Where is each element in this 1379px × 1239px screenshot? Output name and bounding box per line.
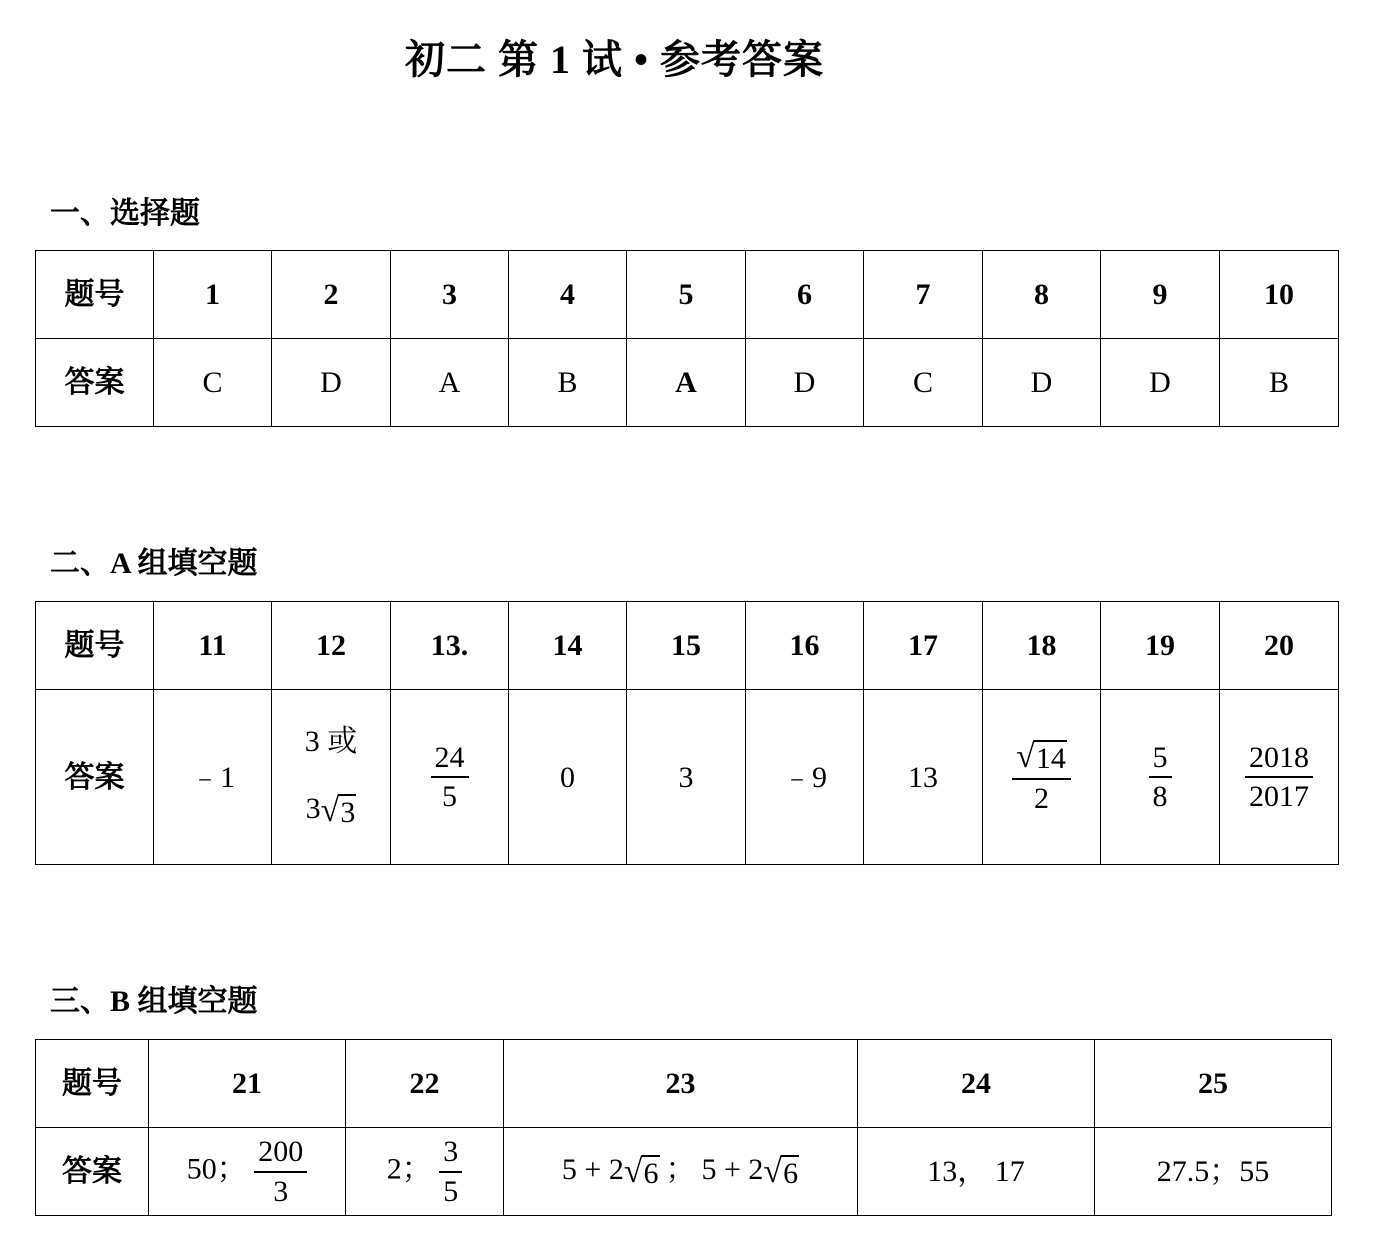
fill-b-answer-table xyxy=(35,1039,1332,1216)
answer-text: 3 或 xyxy=(304,725,358,759)
answer-cell: 50； $\frac{200}{3}$ xyxy=(149,1128,346,1216)
answer-cell: 13， 17 xyxy=(858,1128,1095,1216)
answer-cell: D xyxy=(746,339,864,427)
question-number: 15 xyxy=(627,602,746,690)
section-heading-fill-b: 三、B 组填空题 xyxy=(50,985,258,1018)
question-number: 25 xyxy=(1095,1040,1332,1128)
question-number-row xyxy=(36,1040,1332,1128)
answer-row xyxy=(36,690,1339,865)
section-heading-choice: 一、选择题 xyxy=(50,197,200,230)
square-root: √ 6 xyxy=(763,1153,799,1191)
square-root: √ 3 xyxy=(320,792,356,830)
question-number: 20 xyxy=(1220,602,1339,690)
fraction: $\frac{2018}{2017}$ xyxy=(1245,742,1313,813)
question-number: 18 xyxy=(983,602,1101,690)
row-label-question: 题号 xyxy=(36,602,154,690)
fraction: √ 14 2 xyxy=(1012,740,1071,815)
answer-cell: A xyxy=(627,339,746,427)
page-title: 初二 第 1 试 • 参考答案 xyxy=(405,37,825,82)
radical-expression: 3 √ 3 xyxy=(305,792,356,830)
question-number: 7 xyxy=(864,251,983,339)
question-number: 13. xyxy=(391,602,509,690)
answer-row xyxy=(36,1128,1332,1216)
answer-cell: C xyxy=(864,339,983,427)
question-number: 14 xyxy=(509,602,627,690)
question-number: 11 xyxy=(154,602,272,690)
choice-answer-table xyxy=(35,250,1339,427)
question-number: 21 xyxy=(149,1040,346,1128)
answer-cell: 27.5；55 xyxy=(1095,1128,1332,1216)
answer-cell: D xyxy=(983,339,1101,427)
answer-cell xyxy=(272,690,391,865)
answer-cell: C xyxy=(154,339,272,427)
row-label-question: 题号 xyxy=(36,1040,149,1128)
question-number: 2 xyxy=(272,251,391,339)
fraction: $\frac{5}{8}$ xyxy=(1149,742,1172,813)
question-number: 10 xyxy=(1220,251,1339,339)
question-number: 22 xyxy=(346,1040,504,1128)
question-number: 24 xyxy=(858,1040,1095,1128)
answer-cell: D xyxy=(272,339,391,427)
square-root: √ 14 xyxy=(1016,738,1066,776)
answer-cell: B xyxy=(1220,339,1339,427)
row-label-answer: 答案 xyxy=(36,1128,149,1216)
question-number: 17 xyxy=(864,602,983,690)
answer-cell: ﹣9 xyxy=(746,690,864,865)
fraction: $\frac{200}{3}$ xyxy=(254,1136,307,1207)
question-number-row xyxy=(36,251,1339,339)
question-number: 8 xyxy=(983,251,1101,339)
question-number: 9 xyxy=(1101,251,1220,339)
question-number-row xyxy=(36,602,1339,690)
question-number: 6 xyxy=(746,251,864,339)
row-label-question: 题号 xyxy=(36,251,154,339)
question-number: 16 xyxy=(746,602,864,690)
answer-cell xyxy=(1220,690,1339,865)
answer-cell: D xyxy=(1101,339,1220,427)
question-number: 12 xyxy=(272,602,391,690)
section-heading-fill-a: 二、A 组填空题 xyxy=(50,547,258,580)
answer-cell: A xyxy=(391,339,509,427)
answer-cell: 2； $\frac{3}{5}$ xyxy=(346,1128,504,1216)
answer-cell xyxy=(391,690,509,865)
answer-cell xyxy=(983,690,1101,865)
answer-cell xyxy=(1101,690,1220,865)
answer-cell: 13 xyxy=(864,690,983,865)
question-number: 4 xyxy=(509,251,627,339)
question-number: 19 xyxy=(1101,602,1220,690)
answer-cell: B xyxy=(509,339,627,427)
answer-cell: ﹣1 xyxy=(154,690,272,865)
fraction: $\frac{24}{5}$ xyxy=(431,742,469,813)
row-label-answer: 答案 xyxy=(36,690,154,865)
question-number: 23 xyxy=(504,1040,858,1128)
row-label-answer: 答案 xyxy=(36,339,154,427)
question-number: 3 xyxy=(391,251,509,339)
answer-cell: 5 + 2 √ 6 ； 5 + 2 √ 6 xyxy=(504,1128,858,1216)
square-root: √ 6 xyxy=(623,1153,659,1191)
fill-a-answer-table xyxy=(35,601,1339,865)
answer-row xyxy=(36,339,1339,427)
question-number: 5 xyxy=(627,251,746,339)
question-number: 1 xyxy=(154,251,272,339)
fraction: $\frac{3}{5}$ xyxy=(439,1136,462,1207)
answer-cell: 3 xyxy=(627,690,746,865)
answer-cell: 0 xyxy=(509,690,627,865)
